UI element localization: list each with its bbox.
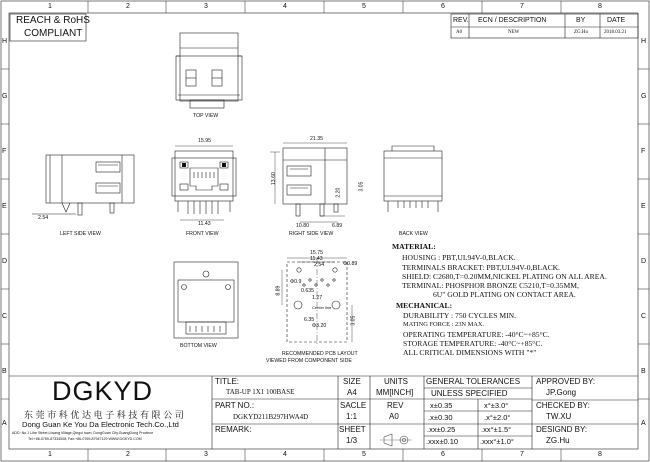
part-number-label: PART NO.: [215,401,255,410]
remark-label: REMARK: [215,425,252,434]
rev-label: REV [387,401,404,410]
grid-col-6-top: 6 [441,3,445,10]
grid-row-e-left: E [2,203,7,210]
rev-value: A0 [456,30,463,35]
rev-by-value: ZG.Hu [574,30,589,35]
tolerance-linear: .xxx±0.10 [426,437,459,446]
dim-right-len-a: 10.80 [296,223,309,229]
rev-date-header: DATE [607,17,626,24]
right-side-view-label: RIGHT SIDE VIEW [289,231,334,237]
grid-col-5-top: 5 [362,3,366,10]
mechanical-item: STORAGE TEMPERATURE: -40°C~+85°C. [403,339,543,348]
dim-pcb-pin-pitch: 2.54 [314,262,325,268]
material-item: TERMINALS BRACKET: PBT,UL94V-0,BLACK. [402,263,561,272]
approved-by-label: APPROVED BY: [536,377,596,386]
title-label: TITLE: [215,377,240,386]
mechanical-item: MATING FORCE : 23N MAX. [403,321,485,328]
title-value: TAB-UP 1X1 100BASE [226,388,295,396]
scale-label: SACLE [340,401,367,410]
dim-pcb-center: Center line [312,305,332,310]
mechanical-item: OPERATING TEMPERATURE: -40°C~+85°C. [403,330,550,339]
dim-pcb-hole-left: Φ0.89 [343,261,358,267]
dim-right-offset-a: 2.20 [335,187,342,198]
front-view-fill [182,163,226,167]
units-label: UNITS [384,377,408,386]
size-label: SIZE [343,377,361,386]
top-view-label: TOP VIEW [193,113,219,119]
grid-row-a-right: A [641,420,646,427]
grid-row-f-left: F [2,148,7,155]
tolerance-linear: x±0.35 [430,401,453,410]
grid-row-c-right: C [641,313,647,320]
grid-col-8-top: 8 [598,3,602,10]
grid-col-3-bottom: 3 [204,451,208,458]
grid-row-g-left: G [2,93,8,100]
grid-row-b-left: B [2,368,7,375]
designed-by-value: ZG.Hu [546,436,570,445]
grid-row-g-right: G [641,93,647,100]
tolerance-angular: .x°±2.0° [484,413,511,422]
grid-col-2-bottom: 2 [126,451,130,458]
tolerance-title: GENERAL TOLERANCES [426,377,521,386]
rev-description-header: ECN / DESCRIPTION [478,17,547,24]
material-title: MATERIAL: [392,242,436,251]
mechanical-title: MECHANICAL: [396,301,453,310]
compliance-line1: REACH & RoHS [16,15,90,26]
grid-col-8-bottom: 8 [598,451,602,458]
company-name-en: Dong Guan Ke You Da Electronic Tech.Co.,Ltd [22,420,179,429]
rev-description-value: NEW [508,30,520,35]
tolerance-linear: .x±0.30 [428,413,453,422]
grid-col-4-top: 4 [283,3,287,10]
dim-front-width: 15.95 [198,138,211,144]
grid-col-7-bottom: 7 [520,451,524,458]
material-item: SHIELD: C2680,T=0.20MM,NICKEL PLATING ON ALL AREA. [402,272,607,281]
grid-row-a-left: A [2,420,7,427]
dim-left-offset: 2.54 [38,215,49,221]
tolerance-angular: .xxx°±1.0° [480,437,514,446]
rev-by-header: BY [576,17,586,24]
tolerance-linear: .xx±0.25 [427,425,456,434]
grid-row-d-right: D [641,258,647,265]
grid-col-1-top: 1 [48,3,52,10]
units-value: MM[INCH] [376,388,414,397]
grid-row-h-right: H [641,38,647,45]
material-item: HOUSING : PBT,UL94V-0,BLACK. [402,253,516,262]
material-item: 6U" GOLD PLATING ON CONTACT AREA. [433,290,576,299]
left-side-view-drawing [32,155,134,215]
company-address: ADD: No.1 Lihe Street,Liwang Village,Qingxi town, DongGuan City,GuangDong Province [12,431,154,435]
grid-row-b-right: B [641,368,646,375]
approved-by-value: JP.Gong [546,388,577,397]
back-view-label: BACK VIEW [399,231,428,237]
grid-row-e-right: E [641,203,646,210]
grid-col-5-bottom: 5 [362,451,366,458]
tolerance-angular: .xx°±1.5° [481,425,512,434]
tolerance-angular: x°±3.0° [484,401,509,410]
dim-front-pitch: 11.43 [198,221,211,227]
front-view-drawing [172,146,236,220]
grid-row-f-right: F [641,148,646,155]
part-number-value: DGKYD211B297HWA4D [233,413,309,421]
dim-right-depth: 21.35 [310,136,323,142]
grid-row-d-left: D [2,258,8,265]
grid-col-4-bottom: 4 [283,451,287,458]
bottom-view-drawing [174,262,238,338]
dim-right-offset-b: 3.05 [358,181,365,192]
mechanical-item: ALL CRITICAL DIMENSIONS WITH "*" [403,348,537,357]
rev-value-block: A0 [389,412,399,421]
dim-pcb-a: 0.635 [301,288,314,294]
bottom-view-label: BOTTOM VIEW [180,343,217,349]
grid-row-h-left: H [2,38,8,45]
dim-pcb-bottom: 6.35 [304,317,315,323]
pcb-layout-label: RECOMMENDED PCB LAYOUT [282,351,358,357]
grid-col-1-bottom: 1 [48,451,52,458]
grid-row-c-left: C [2,313,8,320]
sheet-value: 1/3 [346,436,358,445]
scale-value: 1:1 [346,412,358,421]
dim-pcb-hole-small: Φ0.9 [290,279,302,285]
dim-right-height: 13.60 [270,172,277,186]
company-logo: DGKYD [52,376,154,406]
dim-pcb-right: 3.05 [350,315,357,326]
dim-pcb-pitch: 11.43 [310,256,323,262]
grid-col-2-top: 2 [126,3,130,10]
grid-col-3-top: 3 [204,3,208,10]
dim-pcb-mount: Φ3.20 [312,323,327,329]
dim-pcb-b: 1.27 [312,295,323,301]
compliance-line2: COMPLIANT [24,28,83,39]
rev-header: REV. [453,17,469,24]
mechanical-item: DURABILITY : 750 CYCLES MIN. [403,311,516,320]
dim-pcb-top: 15.75 [310,250,323,256]
company-contact: Tel:+86-0769-87334508; Fax:+86-0769-87947129 WWW.DGKYD.COM [28,437,142,441]
top-view-drawing [176,33,242,108]
checked-by-value: TW.XU [546,412,572,421]
designed-by-label: DESIGND BY: [536,425,588,434]
front-view-label: FRONT VIEW [186,231,219,237]
grid-col-6-bottom: 6 [441,451,445,458]
rev-date-value: 2018.03.21 [604,30,627,35]
material-item: TERMINAL: PHOSPHOR BRONZE C5210,T=0.35MM, [402,281,579,290]
tolerance-subtitle: UNLESS SPECIFIED [431,389,508,398]
dim-right-len-b: 6.89 [332,223,343,229]
dim-pcb-side: 8.89 [275,285,282,296]
grid-col-7-top: 7 [520,3,524,10]
sheet-label: SHEET [339,425,366,434]
size-value: A4 [347,388,357,397]
pcb-layout-sublabel: VIEWED FROM COMPONENT SIDE [266,358,352,364]
left-side-view-label: LEFT SIDE VIEW [60,231,101,237]
company-name-cn: 东莞市科优达电子科技有限公司 [24,410,187,420]
back-view-drawing [384,146,442,212]
right-side-view-drawing [270,143,347,222]
checked-by-label: CHECKED BY: [536,401,590,410]
